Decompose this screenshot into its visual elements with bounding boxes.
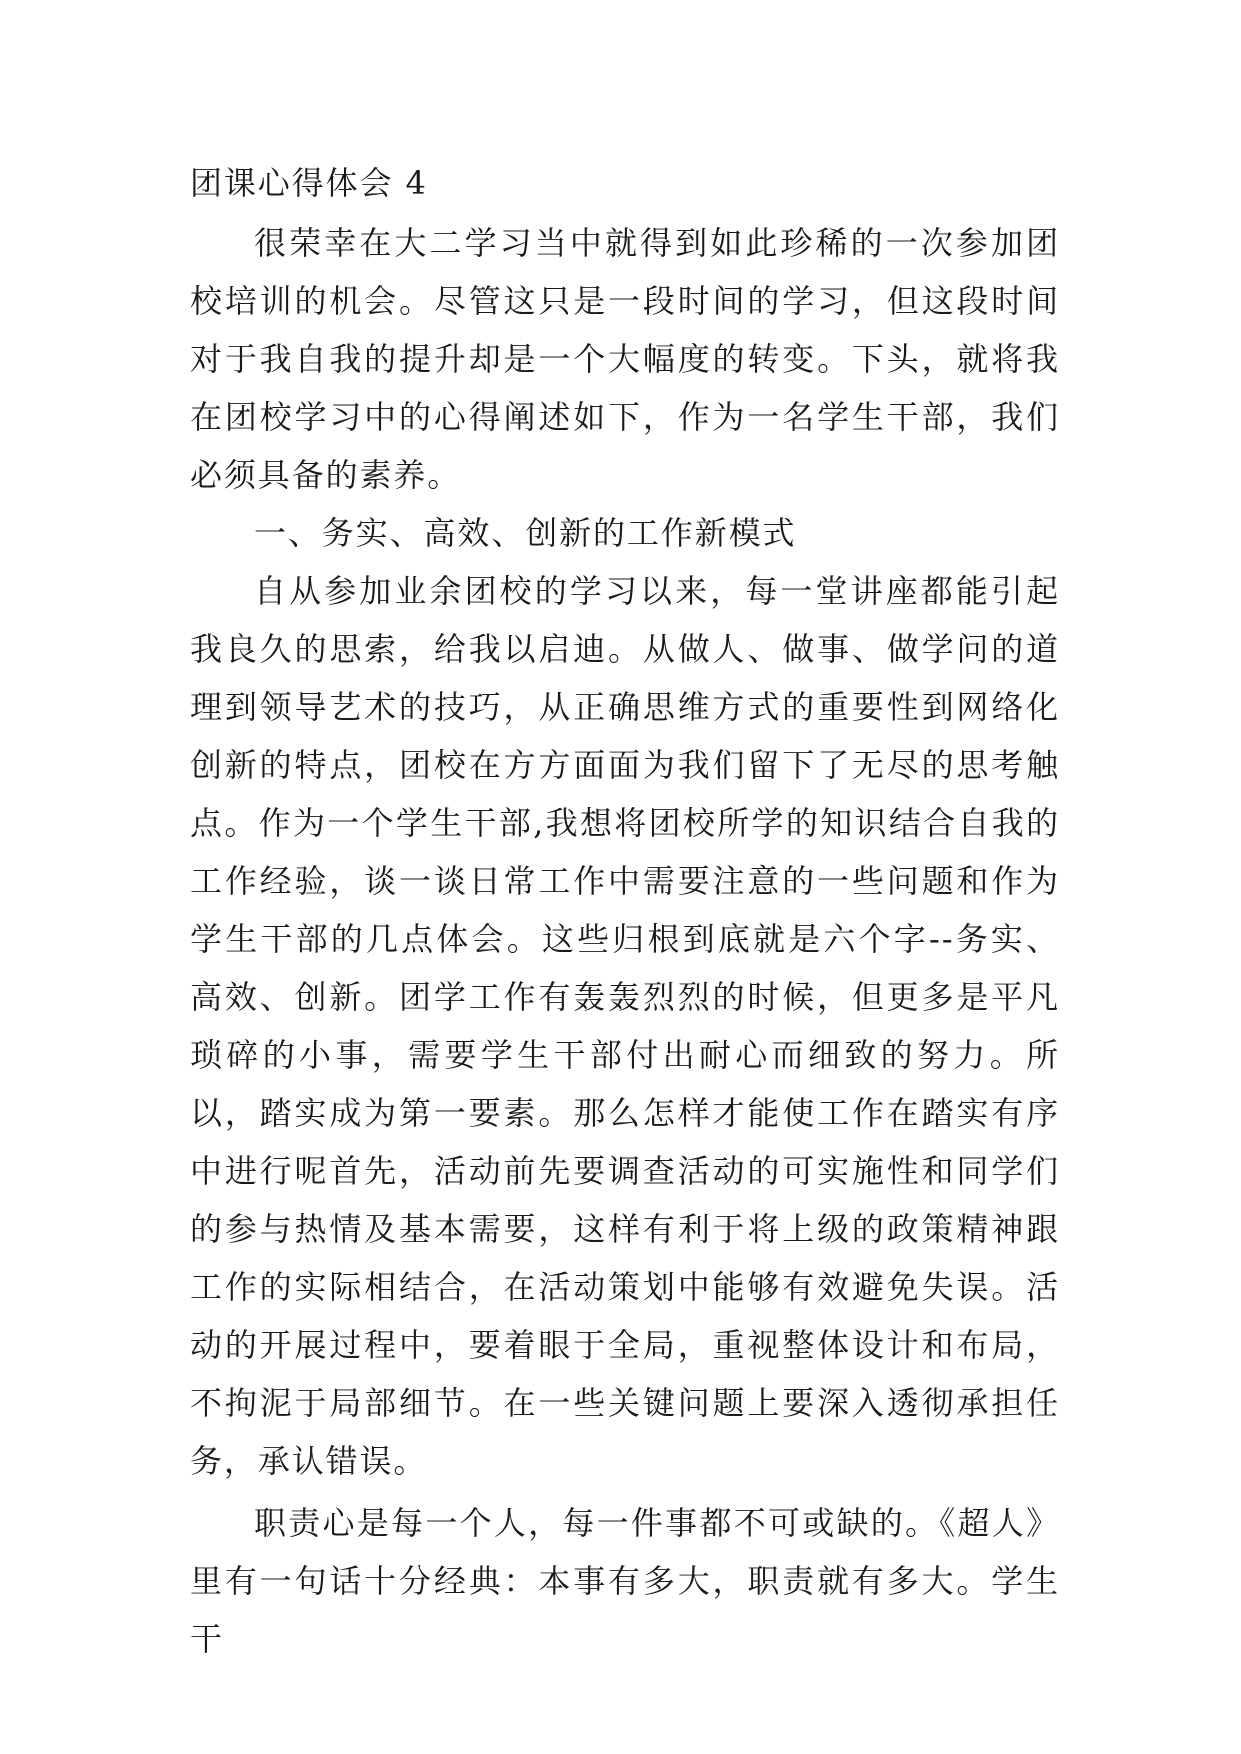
paragraph-body: 自从参加业余团校的学习以来，每一堂讲座都能引起我良久的思索，给我以启迪。从做人、做事、做学问的道理到领导艺术的技巧，从正确思维方式的重要性到网络化创新的特点，团校在方方面面为我们留下了无尽的思考触点。作为一个学生干部,我想将团校所学的知识结合自我的工作经验，谈一谈日常工作中需要注意的一些问题和作为学生干部的几点体会。这些归根到底就是六个字--务实、高效、创新。团学工作有轰轰烈烈的时候，但更多是平凡琐碎的小事，需要学生干部付出耐心而细致的努力。所以，踏实成为第一要素。那么怎样才能使工作在踏实有序中进行呢首先，活动前先要调查活动的可实施性和同学们的参与热情及基本需要，这样有利于将上级的政策精神跟工作的实际相结合，在活动策划中能够有效避免失误。活动的开展过程中，要着眼于全局，重视整体设计和布局，不拘泥于局部细节。在一些关键问题上要深入透彻承担任务，承认错误。	[190, 572, 1060, 1480]
paragraph-responsibility: 职责心是每一个人，每一件事都不可或缺的。《超人》里有一句话十分经典：本事有多大，职责就有多大。学生干	[190, 1504, 1060, 1658]
section-heading: 一、务实、高效、创新的工作新模式	[254, 514, 797, 552]
document-title: 团课心得体会 4	[190, 164, 428, 202]
paragraph-intro: 很荣幸在大二学习当中就得到如此珍稀的一次参加团校培训的机会。尽管这只是一段时间的学习，但这段时间对于我自我的提升却是一个大幅度的转变。下头，就将我在团校学习中的心得阐述如下，作为一名学生干部，我们必须具备的素养。	[190, 224, 1060, 494]
document-body	[190, 158, 1060, 1672]
